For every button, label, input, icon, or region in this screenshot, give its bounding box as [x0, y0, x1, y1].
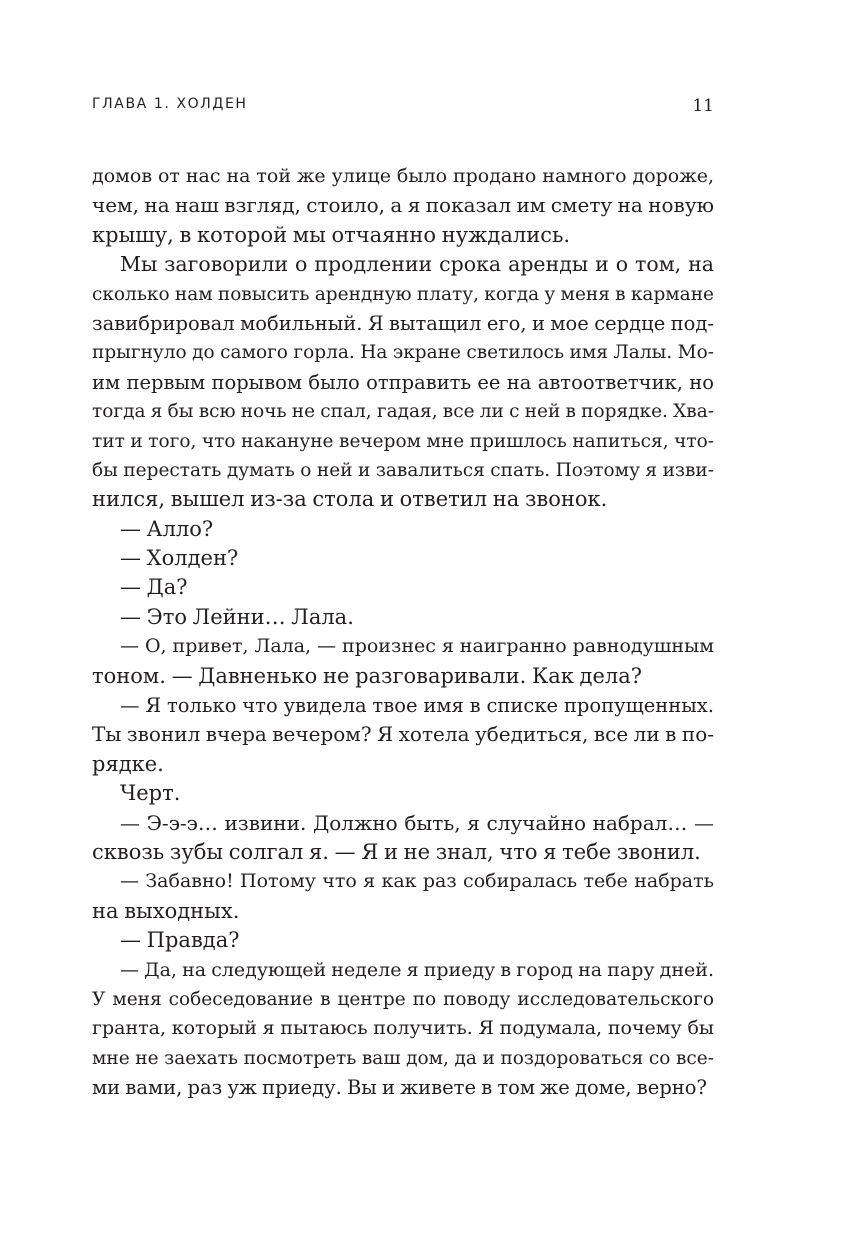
- running-title: ГЛАВА 1. ХОЛДЕН: [92, 96, 248, 112]
- text-line: тоном. — Давненько не разговаривали. Как дела?: [92, 663, 642, 688]
- text-line: — Алло?: [120, 516, 214, 541]
- text-line: прыгнуло до самого горла. На экране светилось имя Лалы. Мо-: [92, 342, 714, 364]
- text-line: — Да, на следующей неделе я приеду в город на пару дней.: [120, 958, 714, 981]
- text-line: сквозь зубы солгал я. — Я и не знал, что я тебе звонил.: [92, 839, 701, 864]
- text-line: чем, на наш взгляд, стоило, а я показал им смету на новую: [92, 193, 714, 218]
- text-line: ми вами, раз уж приеду. Вы и живете в том же доме, верно?: [92, 1076, 707, 1100]
- text-line: тогда я бы всю ночь не спал, гадая, все ли с ней в порядке. Хва-: [92, 401, 714, 423]
- text-line: сколько нам повысить арендную плату, когда у меня в кармане: [92, 283, 714, 305]
- text-line: тит и того, что накануне вечером мне пришлось напиться, что-: [92, 430, 714, 452]
- text-line: — Правда?: [120, 928, 240, 953]
- text-line: нился, вышел из-за стола и ответил на звонок.: [92, 487, 608, 512]
- text-line: крышу, в которой мы отчаянно нуждались.: [92, 222, 571, 247]
- text-line: бы перестать думать о ней и завалиться спать. Поэтому я изви-: [92, 459, 714, 481]
- text-line: завибрировал мобильный. Я вытащил его, и мое сердце под-: [92, 311, 714, 335]
- text-line: рядке.: [92, 751, 164, 776]
- text-line: Ты звонил вчера вечером? Я хотела убедиться, все ли в по-: [92, 722, 714, 747]
- text-line: Черт.: [120, 781, 181, 806]
- text-line: — Забавно! Потому что я как раз собиралась тебе набрать: [120, 870, 714, 893]
- text-line: — Я только что увидела твое имя в списке пропущенных.: [120, 694, 714, 718]
- text-line: — Э-э-э… извини. Должно быть, я случайно набрал… —: [120, 810, 714, 835]
- text-line: — Да?: [120, 575, 188, 600]
- text-line: — Это Лейни… Лала.: [120, 604, 354, 629]
- page-number: 11: [692, 96, 714, 116]
- text-line: им первым порывом было отправить ее на автоответчик, но: [92, 370, 714, 394]
- text-line: — О, привет, Лала, — произнес я наигранно равнодушным: [120, 635, 714, 658]
- text-line: Мы заговорили о продлении срока аренды и о том, на: [120, 252, 714, 277]
- text-line: домов от нас на той же улице было продано намного дороже,: [92, 165, 714, 187]
- body-text: [92, 162, 714, 1103]
- text-line: на выходных.: [92, 898, 240, 923]
- text-line: мне не заехать посмотреть ваш дом, да и поздороваться со все-: [92, 1047, 714, 1069]
- text-line: — Холден?: [120, 546, 239, 571]
- text-line: У меня собеседование в центре по поводу исследовательского: [92, 988, 714, 1010]
- text-line: гранта, который я пытаюсь получить. Я подумала, почему бы: [92, 1017, 714, 1040]
